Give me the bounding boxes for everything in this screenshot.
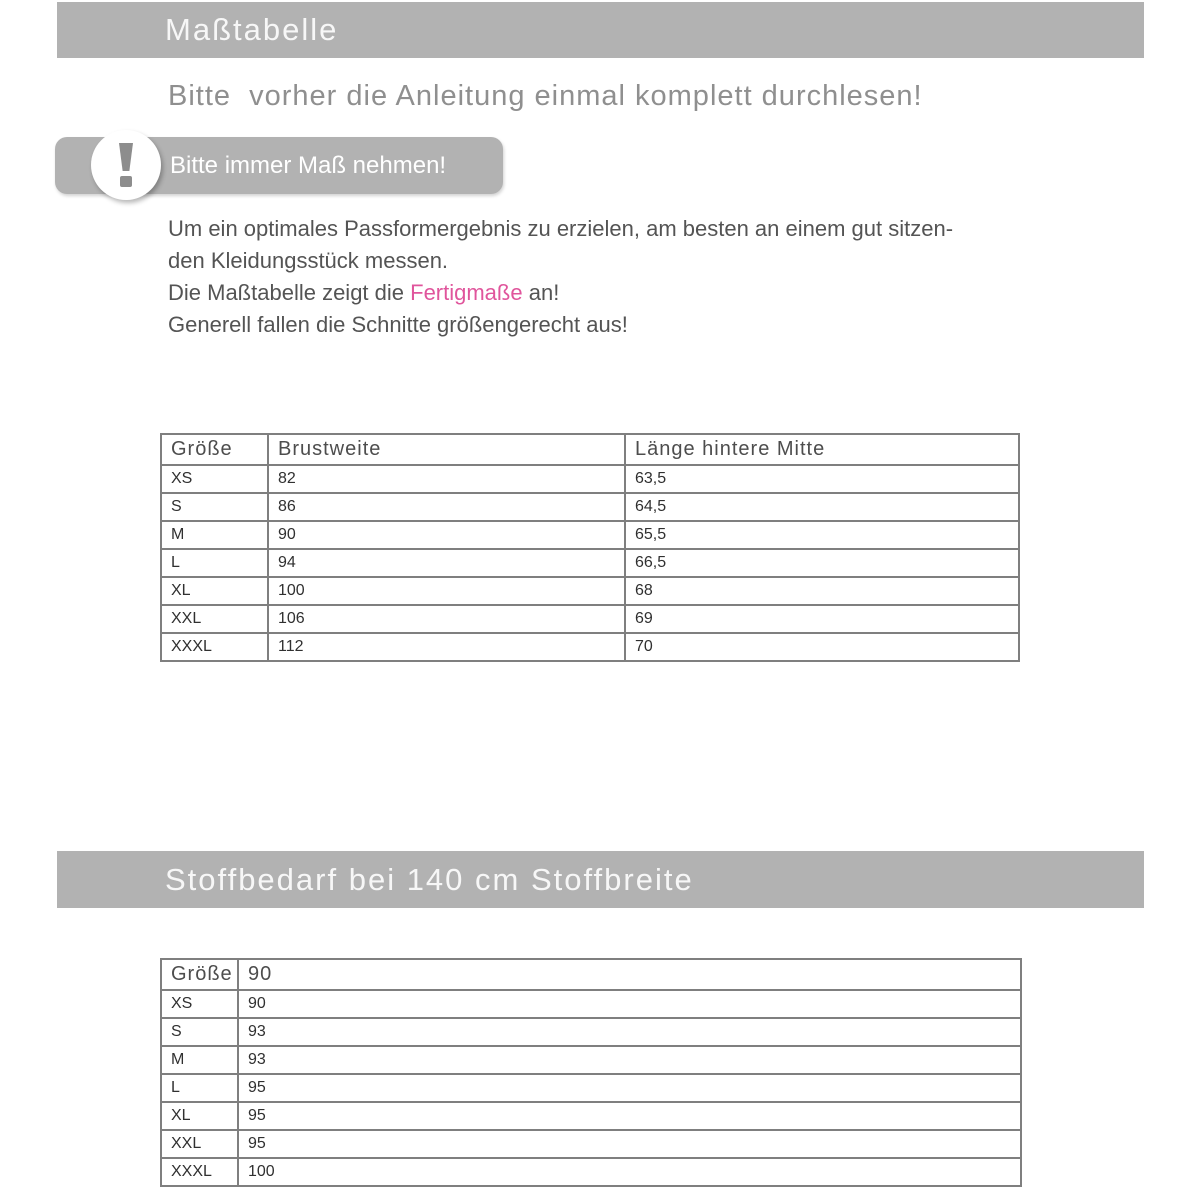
table-cell: 69 [625,605,1019,633]
fertigmasse-highlight: Fertigmaße [410,280,523,305]
paragraph-line-3-prefix: Die Maßtabelle zeigt die [168,280,411,305]
paragraph-line-3 [168,277,953,309]
fabric-table-header-row [161,959,1021,990]
table-cell: XL [161,1102,238,1130]
table-cell: XL [161,577,268,605]
fabric-table [160,958,1022,1187]
table-cell: XS [161,990,238,1018]
size-table [160,433,1020,662]
table-cell: 70 [625,633,1019,661]
size-table-header-row [161,434,1019,465]
table-cell: M [161,521,268,549]
table-cell: S [161,493,268,521]
column-header: Länge hintere Mitte [625,434,1019,465]
table-row [161,1102,1021,1130]
table-cell: XXXL [161,633,268,661]
table-cell: 63,5 [625,465,1019,493]
paragraph-line-4: Generell fallen die Schnitte größengerecht aus! [168,312,628,337]
table-row [161,549,1019,577]
column-header: Größe [161,959,238,990]
table-cell: 66,5 [625,549,1019,577]
table-row [161,1158,1021,1186]
paragraph-line-2: den Kleidungsstück messen. [168,248,449,273]
table-cell: 100 [238,1158,1021,1186]
column-header: 90 [238,959,1021,990]
table-row [161,465,1019,493]
column-header: Brustweite [268,434,625,465]
table-cell: XXL [161,605,268,633]
table-cell: XXXL [161,1158,238,1186]
exclamation-icon-dot [120,176,132,187]
exclamation-icon [91,130,161,200]
table-cell: XXL [161,1130,238,1158]
table-cell: 68 [625,577,1019,605]
paragraph-line-3-suffix: an! [522,280,560,305]
table-row [161,605,1019,633]
paragraph-line-1: Um ein optimales Passformergebnis zu erzielen, am besten an einem gut sitzen- [168,216,954,241]
table-cell: L [161,1074,238,1102]
table-row [161,1074,1021,1102]
table-cell: M [161,1046,238,1074]
body-paragraph [168,213,953,341]
exclamation-icon-bar [119,143,133,171]
notice-text: Bitte immer Maß nehmen! [170,152,447,179]
table-cell: XS [161,465,268,493]
table-cell: S [161,1018,238,1046]
table-cell: 95 [238,1074,1021,1102]
section-title: Maßtabelle [165,12,339,47]
table-row [161,1046,1021,1074]
intro-heading: Bitte vorher die Anleitung einmal komplett durchlesen! [168,80,923,112]
table-cell: 95 [238,1102,1021,1130]
table-row [161,990,1021,1018]
table-cell: 95 [238,1130,1021,1158]
table-cell: 82 [268,465,625,493]
table-cell: 106 [268,605,625,633]
table-row [161,493,1019,521]
table-cell: 90 [268,521,625,549]
table-row [161,633,1019,661]
column-header: Größe [161,434,268,465]
table-cell: 86 [268,493,625,521]
section-header-stoffbedarf [57,851,1144,908]
table-row [161,577,1019,605]
table-row [161,1130,1021,1158]
table-cell: 64,5 [625,493,1019,521]
table-row [161,1018,1021,1046]
table-cell: 94 [268,549,625,577]
table-cell: 112 [268,633,625,661]
table-cell: 100 [268,577,625,605]
section-title: Stoffbedarf bei 140 cm Stoffbreite [165,862,694,897]
section-header-masstabelle [57,2,1144,58]
table-row [161,521,1019,549]
table-cell: 65,5 [625,521,1019,549]
table-cell: 93 [238,1046,1021,1074]
table-cell: 93 [238,1018,1021,1046]
table-cell: L [161,549,268,577]
notice-banner [55,137,503,194]
table-cell: 90 [238,990,1021,1018]
